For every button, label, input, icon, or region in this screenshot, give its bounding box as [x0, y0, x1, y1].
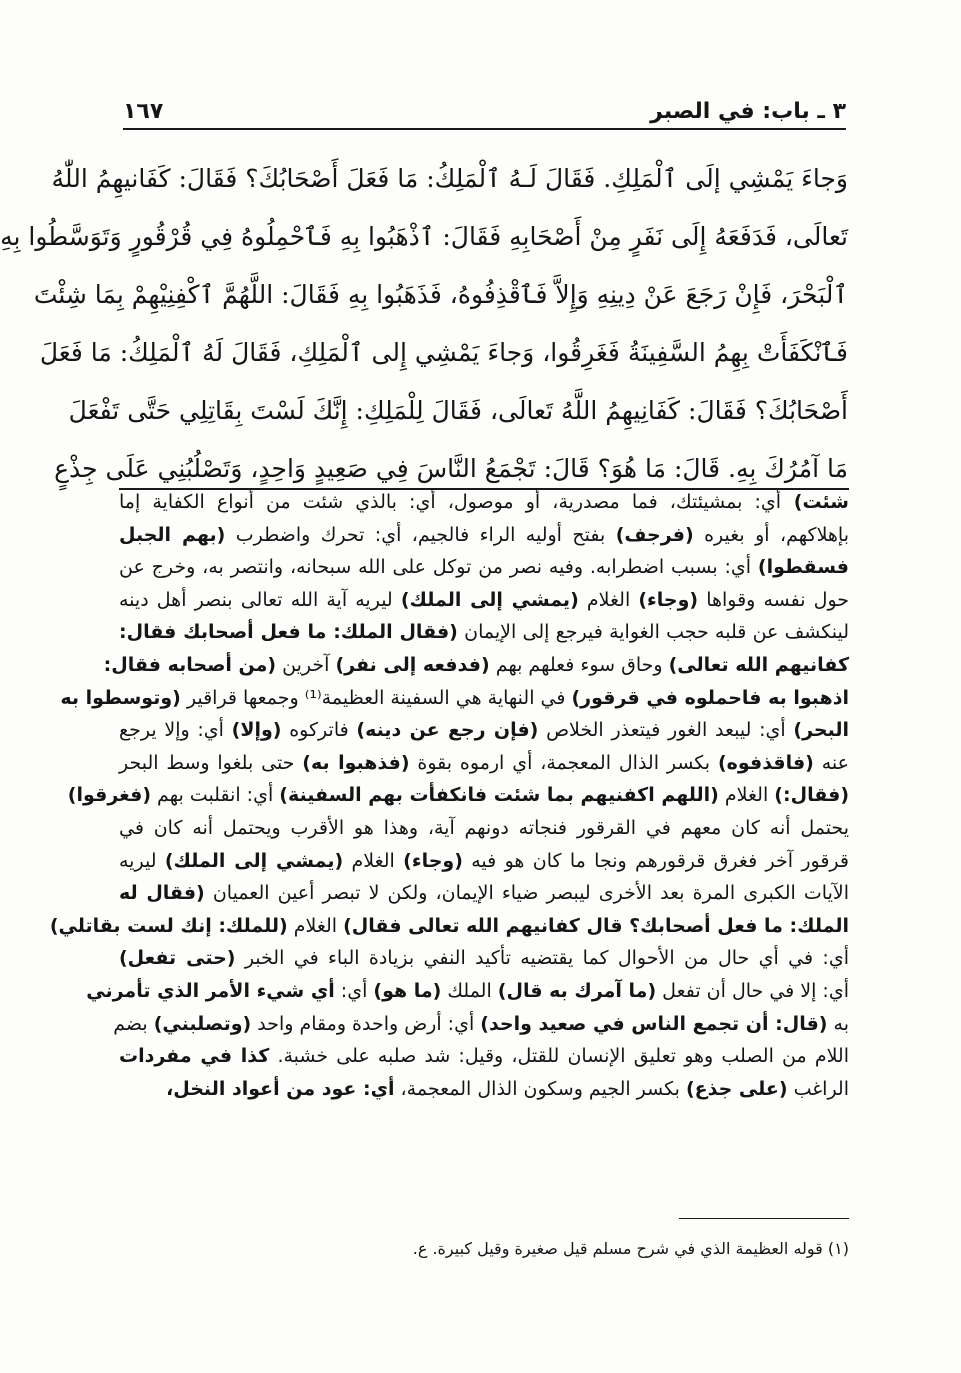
text-line: فَٱنْكَفَأَتْ بِهِمُ السَّفِينَةُ فَغَرِقُوا، وَجاءَ يَمْشِي إِلى ٱلْمَلِكِ، فَقَالَ لَهُ ٱلْمَلِكُ: مَا فَعَلَ: [39, 338, 848, 367]
bold-quote: (فدفعه إلى نفر): [335, 653, 490, 676]
commentary-run: يحتمل أنه كان معهم في القرقور فنجاته دونهم آية، وهذا هو الأقرب ويحتمل أنه كان في: [119, 816, 849, 839]
bold-quote: (حتى تفعل): [119, 947, 236, 970]
commentary-line: [67, 779, 849, 812]
commentary-line: [60, 682, 849, 715]
commentary-run: أي: بسبب اضطرابه. وفيه نصر من توكل على الله سبحانه، وانتصر به، وخرج عن: [119, 556, 758, 579]
commentary-run: ليريه آية الله تعالى بنصر أهل دينه: [119, 588, 401, 611]
bold-quote: (اللهم اكفنيهم بما شئت فانكفأت بهم السفينة): [279, 784, 719, 807]
bold-quote: (يمشي إلى الملك): [400, 588, 579, 611]
commentary-run: الملك: [441, 979, 498, 1002]
commentary-line: [119, 519, 849, 552]
commentary-line: [119, 1073, 849, 1106]
hadith-text: [0, 150, 848, 498]
bold-quote: فسقطوا): [757, 556, 849, 579]
commentary-run: حتى بلغوا وسط البحر: [119, 751, 303, 774]
text-line: تَعالَى، فَدَفَعَهُ إِلَى نَفَرٍ مِنْ أَصْحَابِهِ فَقَالَ: ٱذْهَبُوا بِهِ فَٱحْمِلُوهُ فِي قُرْقُورٍ وَتَوَسَّطُوا بِهِ: [0, 222, 848, 251]
page-header: [123, 88, 846, 130]
commentary-run: بكسر الجيم وسكون الذال المعجمة،: [394, 1077, 686, 1100]
text-line: مَا آمُرُكَ بِهِ. قَالَ: مَا هُوَ؟ قَالَ: تَجْمَعُ النَّاسَ فِي صَعِيدٍ وَاحِدٍ، وَتَصْلُبُنِي عَلَى جِذْعٍ: [54, 454, 848, 483]
bold-quote: (فذهبوا به): [302, 751, 410, 774]
bold-quote: أي: عود من أعواد النخل،: [166, 1077, 395, 1100]
commentary-run: به: [827, 1012, 849, 1035]
commentary-run: الغلام: [343, 849, 404, 872]
bold-quote: شئت): [781, 491, 849, 513]
commentary-run: الراغب: [787, 1077, 849, 1100]
bold-quote: (وتصلبني): [153, 1012, 252, 1035]
commentary-run: بفتح أوليه الراء فالجيم، أي: تحرك واضطرب: [225, 523, 616, 546]
bold-quote: (وجاء): [638, 588, 699, 611]
bold-quote: (وجاء): [403, 849, 463, 872]
commentary-run: بضم: [113, 1012, 154, 1035]
commentary-run: اللام من الصلب وهو تعليق الإنسان للقتل، وقيل: شد صلبه على خشبة.: [269, 1045, 849, 1068]
commentary-run: بكسر الذال المعجمة، أي ارموه بقوة: [409, 751, 718, 774]
bold-quote: (ما هو): [373, 979, 442, 1002]
page-number: ١٦٧: [123, 99, 164, 124]
footnote-rule: [679, 1218, 849, 1219]
commentary-line: [113, 1008, 849, 1041]
commentary-run: الغلام: [578, 588, 639, 611]
commentary-line: [119, 877, 849, 910]
commentary-run: أي:: [334, 979, 374, 1002]
bold-quote: (فاقذفوه): [717, 751, 814, 774]
commentary-run: بإهلاكهم، أو بغيره: [693, 523, 849, 546]
chapter-title: ٣ ـ باب: في الصبر: [650, 99, 846, 124]
commentary-line: [119, 486, 849, 519]
bold-quote: (وإلا): [231, 719, 282, 742]
commentary-line: [86, 975, 849, 1008]
commentary-line: [119, 616, 849, 649]
bold-quote: (ما آمرك به قال): [497, 979, 657, 1002]
bold-quote: البحر): [793, 719, 849, 742]
commentary-line: [103, 649, 849, 682]
bold-quote: (من أصحابه فقال:: [103, 653, 277, 676]
commentary-run: أي: أرض واحدة ومقام واحد: [251, 1012, 481, 1035]
commentary-text: [49, 486, 850, 1105]
bold-quote: (فقال:): [774, 784, 849, 807]
commentary-line: [119, 845, 849, 878]
commentary-run: حول نفسه وقواها: [698, 588, 850, 611]
commentary-run: عنه: [813, 751, 849, 774]
bold-quote: (وتوسطوا به: [60, 686, 181, 709]
commentary-line: [49, 910, 849, 943]
commentary-run: أي: انقلبت بهم: [151, 784, 280, 807]
bold-quote: اذهبوا به فاحملوه في قرقور): [571, 686, 849, 709]
commentary-run: آخرين: [276, 653, 336, 676]
commentary-run: فاتركوه: [281, 719, 357, 742]
commentary-run: الغلام: [718, 784, 775, 807]
bold-quote: (قال: أن تجمع الناس في صعيد واحد): [480, 1012, 828, 1035]
commentary-line: [119, 942, 849, 975]
commentary-run: ليريه: [119, 849, 165, 872]
commentary-run: في النهاية هي السفينة العظيمة⁽¹⁾ وجمعها قراقير: [180, 686, 572, 709]
bold-quote: (فغرقوا): [67, 784, 152, 807]
commentary-line: [119, 812, 849, 845]
commentary-line: [119, 714, 849, 747]
commentary-line: [119, 1040, 849, 1073]
commentary-run: أي: وإلا يرجع: [119, 719, 232, 742]
commentary-run: أي: إلا في حال أن تفعل: [656, 979, 849, 1002]
bold-quote: (يمشي إلى الملك): [164, 849, 344, 872]
commentary-run: أي: بمشيئتك، فما مصدرية، أو موصول، أي: بالذي شئت من أنواع الكفاية إما: [119, 491, 782, 513]
bold-quote: (فقال الملك: ما فعل أصحابك فقال:: [119, 621, 458, 644]
commentary-run: لينكشف عن قلبه حجب الغواية فيرجع إلى الإيمان: [457, 621, 850, 644]
commentary-run: قرقور آخر فغرق قرقورهم ونجا ما كان هو فيه: [462, 849, 849, 872]
text-line: ٱلْبَحْرَ، فَإِنْ رَجَعَ عَنْ دِينِهِ وَإِلاَّ فَٱقْذِفُوهُ، فَذَهَبُوا بِهِ فَقَالَ: اللَّهُمَّ ٱكْفِنِيْهِمْ بِمَا شِئْتَ: [33, 280, 848, 309]
bold-quote: (فقال له: [119, 882, 205, 905]
bold-quote: كفانيهم الله تعالى): [668, 653, 849, 676]
bold-quote: (بهم الجبل: [119, 523, 226, 546]
commentary-run: الآيات الكبرى المرة بعد الأخرى ليبصر ضياء الإيمان، ولكن لا تبصر أعين العميان: [204, 882, 850, 905]
bold-quote: الملك: ما فعل أصحابك؟ قال كفانيهم الله تعالى فقال): [343, 914, 849, 937]
commentary-run: وحاق سوء فعلهم بهم: [489, 653, 669, 676]
commentary-run: الغلام: [287, 914, 344, 937]
commentary-run: أي: ليبعد الغور فيتعذر الخلاص: [538, 719, 794, 742]
footnote: (١) قوله العظيمة الذي في شرح مسلم قيل صغيرة وقيل كبيرة. ع.: [412, 1239, 849, 1258]
text-line: وَجاءَ يَمْشِي إلَى ٱلْمَلِكِ. فَقَالَ لَـهُ ٱلْمَلِكُ: مَا فَعَلَ أَصْحَابُكَ؟ فَقَالَ: كَفَانيهِمُ اللّٰهُ: [51, 164, 848, 193]
bold-quote: (على جذع): [685, 1077, 788, 1100]
bold-quote: أي شيء الأمر الذي تأمرني: [86, 979, 335, 1002]
bold-quote: كذا في مفردات: [119, 1045, 270, 1068]
commentary-line: [119, 747, 849, 780]
bold-quote: (للملك: إنك لست بقاتلي): [49, 914, 288, 937]
commentary-line: [119, 584, 849, 617]
text-line: أَصْحَابُكَ؟ فَقَالَ: كَفَانِيهِمُ اللَّهُ تَعالَى، فَقَالَ لِلْمَلِكِ: إِنَّكَ لَسْتَ بِقَاتِلِي حَتَّى تَفْعَلَ: [68, 396, 848, 425]
bold-quote: (فإن رجع عن دينه): [356, 719, 539, 742]
bold-quote: (فرجف): [615, 523, 694, 546]
commentary-run: أي: في أي حال من الأحوال كما يقتضيه تأكيد النفي بزيادة الباء في الخبر: [235, 947, 849, 970]
commentary-line: [119, 551, 849, 584]
